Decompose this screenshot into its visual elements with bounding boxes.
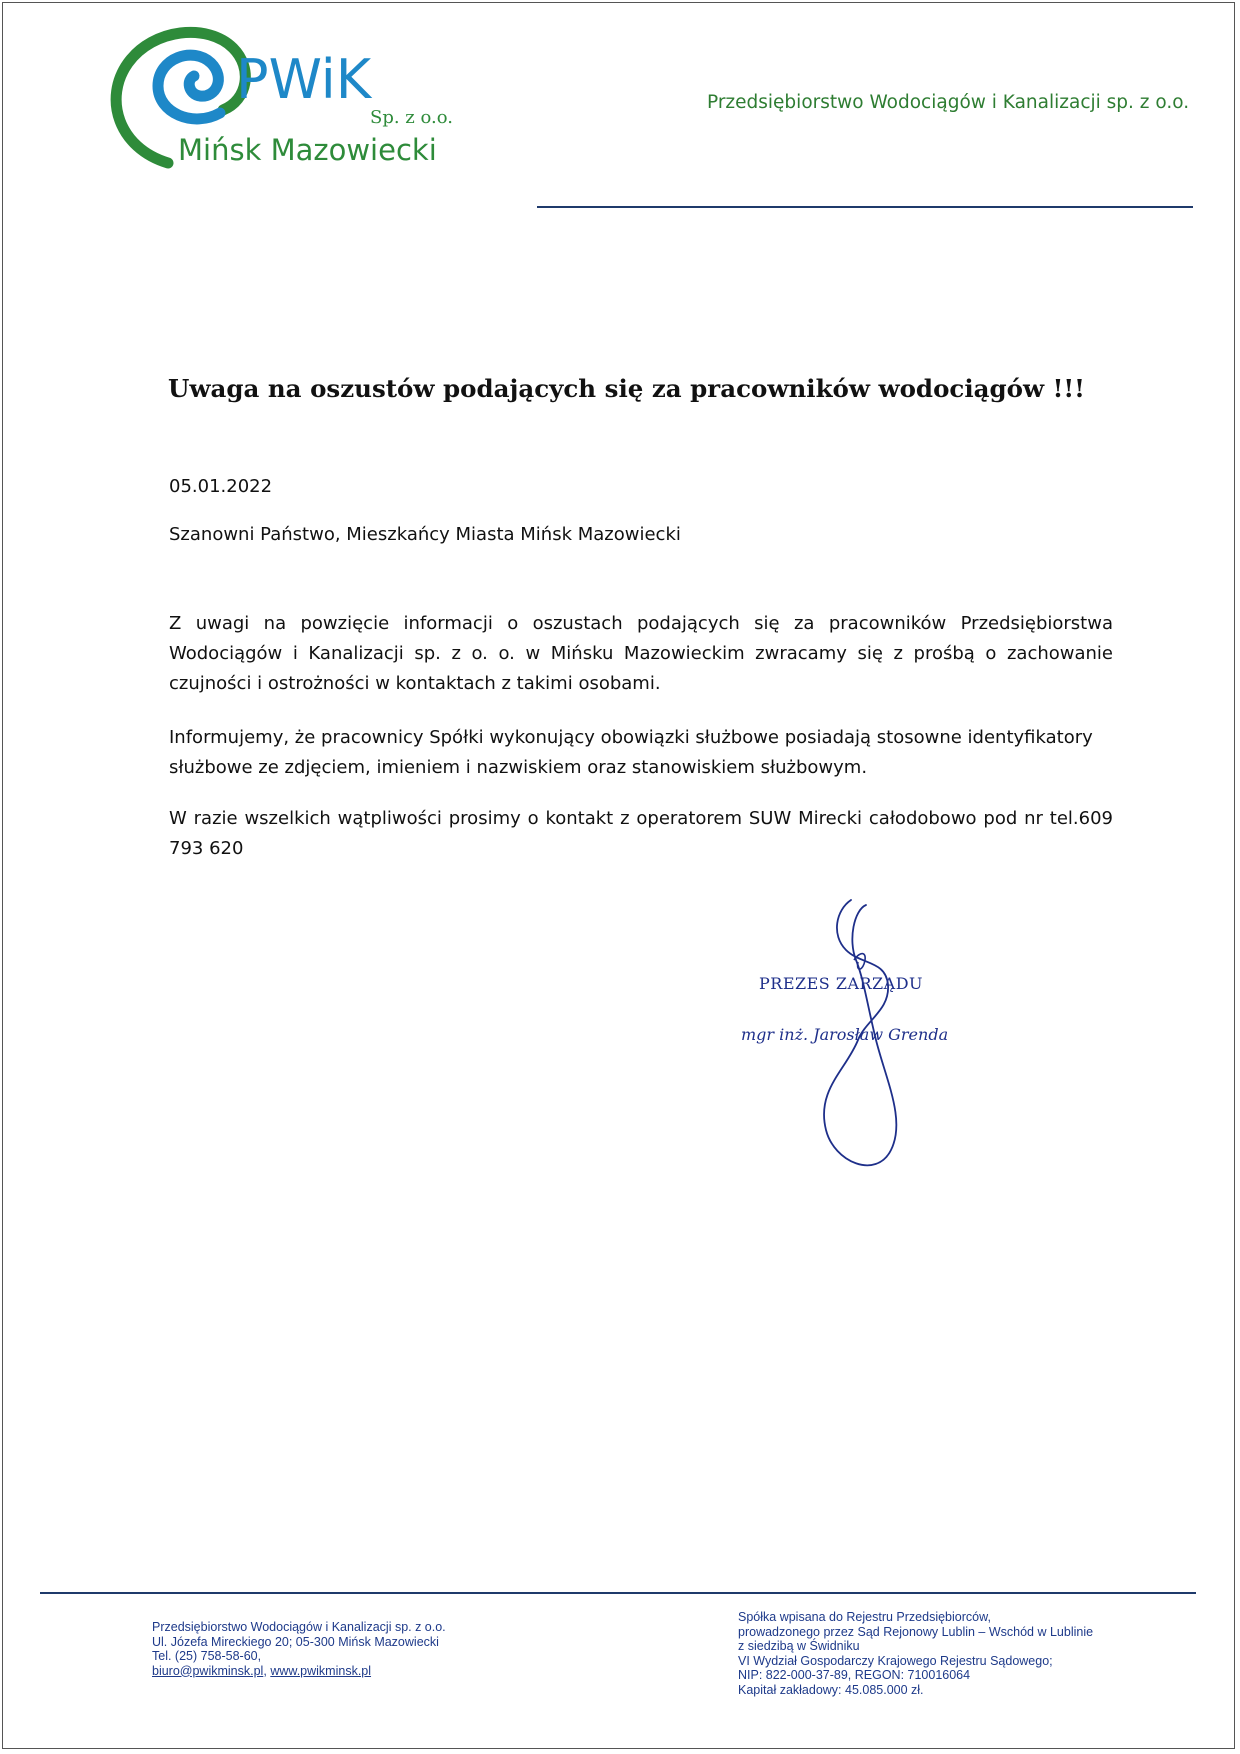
- logo-brand-text: PWiK: [236, 48, 372, 111]
- letter-salutation: Szanowni Państwo, Mieszkańcy Miasta Mińsk Mazowiecki: [169, 524, 681, 545]
- footer-registry-line: VI Wydział Gospodarczy Krajowego Rejestru Sądowego;: [738, 1653, 1053, 1668]
- footer-phone: Tel. (25) 758-58-60,: [152, 1649, 262, 1663]
- logo-city-text: Mińsk Mazowiecki: [178, 133, 437, 167]
- header-company-name: Przedsiębiorstwo Wodociągów i Kanalizacji sp. z o.o.: [707, 92, 1190, 113]
- footer-registry-line: NIP: 822-000-37-89, REGON: 710016064: [738, 1668, 971, 1682]
- footer-registry: [738, 1610, 1093, 1697]
- letter-paragraph: Informujemy, że pracownicy Spółki wykonujący obowiązki służbowe posiadają stosowne identyfikatory służbowe ze zdjęciem, imieniem i nazwiskiem oraz stanowiskiem służbowym.: [169, 727, 1093, 778]
- logo-suffix-text: Sp. z o.o.: [370, 107, 453, 128]
- footer-registry-line: z siedzibą w Świdniku: [738, 1639, 860, 1653]
- letter-paragraph: W razie wszelkich wątpliwości prosimy o kontakt z operatorem SUW Mirecki całodobowo pod nr tel.609 793 620: [169, 808, 1113, 859]
- letter-paragraph: Z uwagi na powzięcie informacji o oszustach podających się za pracowników Przedsiębiorstwa Wodociągów i Kanalizacji sp. z o. o. w Mińsku Mazowieckim zwracamy się z prośbą o zachowanie czujności i ostrożności w kontaktach z takimi osobami.: [169, 613, 1113, 694]
- footer-divider: [40, 1592, 1196, 1594]
- footer-contact: [152, 1620, 446, 1678]
- letter-date: 05.01.2022: [169, 476, 273, 497]
- pwik-logo: [108, 18, 468, 178]
- footer-email-link[interactable]: biuro@pwikminsk.pl: [152, 1663, 264, 1678]
- footer-company: Przedsiębiorstwo Wodociągów i Kanalizacji sp. z o.o.: [152, 1620, 446, 1634]
- footer-registry-line: prowadzonego przez Sąd Rejonowy Lublin – Wschód w Lublinie: [738, 1624, 1094, 1639]
- page-border: [2, 2, 1235, 1749]
- footer-link-separator: ,: [263, 1663, 267, 1678]
- footer-address: Ul. Józefa Mireckiego 20; 05-300 Mińsk Mazowiecki: [152, 1634, 439, 1649]
- footer-registry-line: Kapitał zakładowy: 45.085.000 zł.: [738, 1682, 924, 1697]
- footer-links: [152, 1664, 446, 1679]
- footer-registry-line: Spółka wpisana do Rejestru Przedsiębiorców,: [738, 1610, 991, 1624]
- footer-website-link[interactable]: www.pwikminsk.pl: [270, 1663, 372, 1678]
- header-divider: [537, 206, 1193, 208]
- signature-role: PREZES ZARZĄDU: [759, 974, 924, 993]
- letter-title: Uwaga na oszustów podających się za pracowników wodociągów !!!: [168, 374, 1085, 403]
- signature-name: mgr inż. Jarosław Grenda: [741, 1025, 949, 1044]
